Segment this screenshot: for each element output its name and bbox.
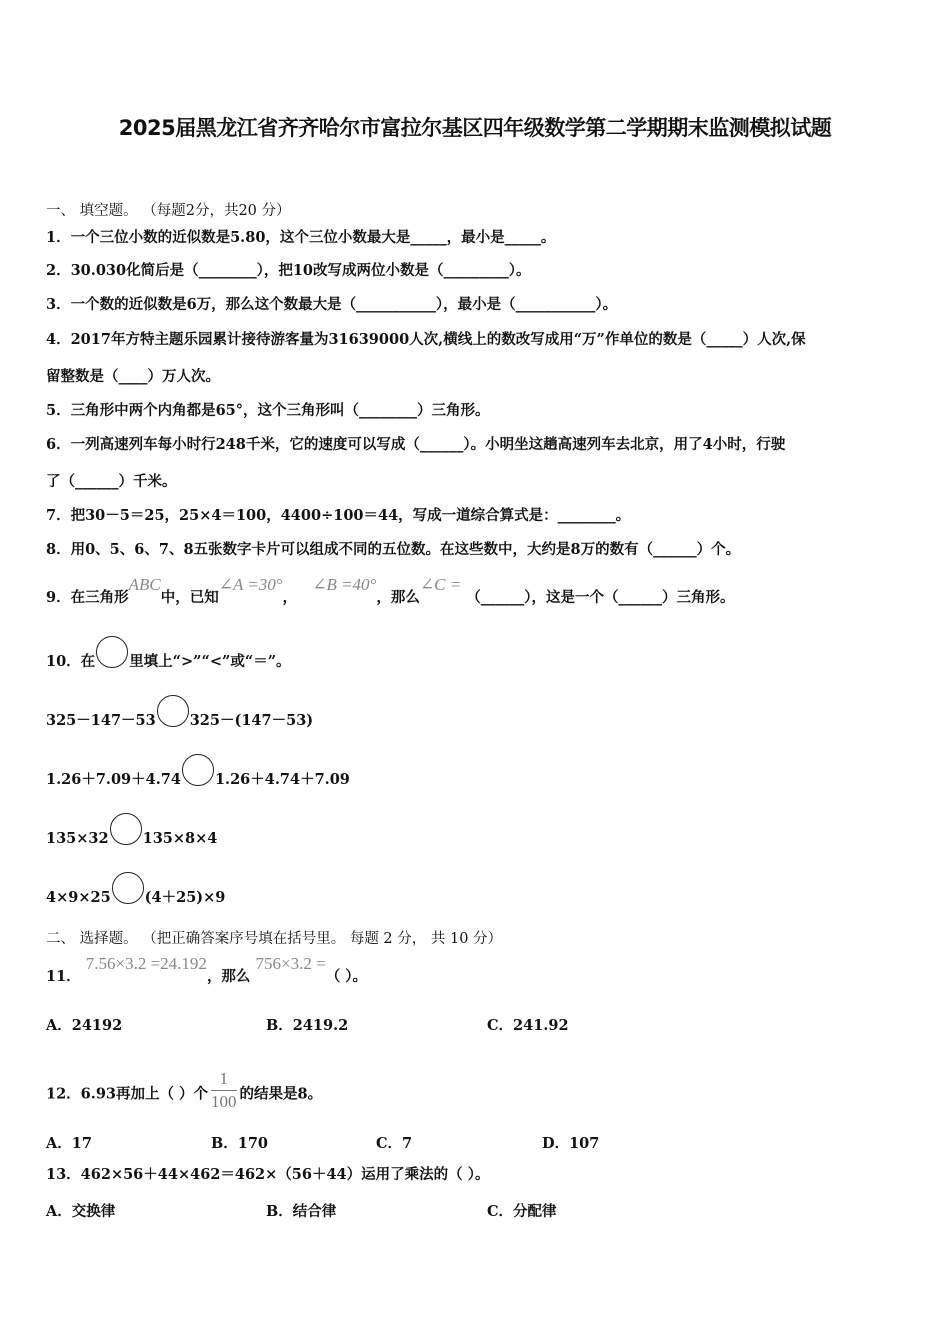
math-triangle-abc: ABC: [128, 575, 161, 594]
compare-row: [46, 705, 313, 737]
question-2: 2．30.030化简后是（________），把10改写成两位小数是（_________）。: [46, 262, 531, 279]
question-9-text: ，: [282, 589, 298, 606]
option-c[interactable]: C．7: [376, 1135, 413, 1152]
question-11-text: ，那么: [206, 968, 251, 985]
option-a[interactable]: A．17: [46, 1135, 92, 1152]
math-angle-b: ∠B =40°: [312, 575, 377, 594]
option-c[interactable]: C．分配律: [487, 1203, 557, 1220]
math-given-product: 7.56×3.2 =24.192: [85, 954, 207, 973]
question-10-text: 里填上“>”“<”或“＝”。: [129, 653, 291, 670]
compare-row: [46, 823, 217, 855]
compare-right: (4＋25)×9: [144, 889, 226, 906]
option-a[interactable]: A．24192: [46, 1017, 123, 1034]
question-9-text: （______），这是一个（______）三角形。: [466, 589, 735, 606]
compare-circle-input[interactable]: [112, 872, 144, 904]
compare-right: 1.26＋4.74＋7.09: [214, 771, 350, 788]
math-target-product: 756×3.2 =: [255, 954, 326, 973]
question-9-text: ，那么: [376, 589, 420, 606]
compare-left: 4×9×25: [46, 889, 111, 906]
compare-left: 1.26＋7.09＋4.74: [46, 771, 181, 788]
compare-circle-input[interactable]: [182, 754, 214, 786]
question-7: 7．把30－5＝25，25×4＝100，4400÷100＝44，写成一道综合算式是：________。: [46, 507, 631, 524]
fraction-numerator: 1: [211, 1068, 237, 1091]
compare-circle-input[interactable]: [157, 695, 189, 727]
option-b[interactable]: B．2419.2: [266, 1017, 349, 1034]
question-11-text: （ ）。: [325, 968, 367, 985]
question-4-line-2: 留整数是（____）万人次。: [46, 368, 220, 385]
question-4-line-1: 4．2017年方特主题乐园累计接待游客量为31639000人次,横线上的数改写成用“万”作单位的数是（_____）人次,保: [46, 331, 806, 348]
fraction-denominator: 100: [211, 1092, 237, 1111]
question-9-text: 9．在三角形: [46, 589, 129, 606]
option-b[interactable]: B．170: [211, 1135, 269, 1152]
math-angle-a: ∠A =30°: [218, 575, 283, 594]
compare-right: 325－(147－53): [189, 712, 314, 729]
question-8: 8．用0、5、6、7、8五张数字卡片可以组成不同的五位数。在这些数中，大约是8万的数有（______）个。: [46, 541, 741, 558]
section-1-heading: 一、 填空题。 （每题2分，共20 分）: [46, 203, 291, 219]
compare-left: 135×32: [46, 830, 109, 847]
compare-row: [46, 764, 350, 796]
question-5: 5．三角形中两个内角都是65°，这个三角形叫（________）三角形。: [46, 402, 490, 419]
compare-left: 325－147－53: [46, 712, 156, 729]
compare-right: 135×8×4: [142, 830, 218, 847]
fraction: [211, 1068, 237, 1113]
question-9-text: 中，已知: [160, 589, 219, 606]
option-a[interactable]: A．交换律: [46, 1203, 116, 1220]
compare-circle-input[interactable]: [110, 813, 142, 845]
question-9: [46, 575, 735, 608]
compare-circle-icon: [96, 636, 128, 668]
question-10-text: 10．在: [46, 653, 96, 670]
question-12-text: 12．6.93再加上（ ）个: [46, 1085, 209, 1103]
question-10: [46, 646, 291, 678]
option-c[interactable]: C．241.92: [487, 1017, 569, 1034]
option-d[interactable]: D．107: [542, 1135, 600, 1152]
question-11: [46, 954, 367, 987]
math-angle-c: ∠C =: [419, 575, 462, 594]
question-11-text: 11．: [46, 968, 81, 985]
page-title: 2025届黑龙江省齐齐哈尔市富拉尔基区四年级数学第二学期期末监测模拟试题: [118, 116, 832, 140]
question-6-line-1: 6．一列高速列车每小时行248千米，它的速度可以写成（______）。小明坐这趟高速列车去北京，用了4小时，行驶: [46, 436, 786, 453]
section-2-heading: 二、 选择题。 （把正确答案序号填在括号里。 每题 2 分， 共 10 分）: [46, 931, 503, 947]
question-13: 13．462×56＋44×462＝462×（56＋44）运用了乘法的（ ）。: [46, 1166, 490, 1183]
option-b[interactable]: B．结合律: [266, 1203, 337, 1220]
question-6-line-2: 了（______）千米。: [46, 473, 177, 490]
question-12-text: 的结果是8。: [239, 1085, 323, 1103]
question-3: 3．一个数的近似数是6万，那么这个数最大是（___________），最小是（___________）。: [46, 296, 618, 313]
question-12: [46, 1069, 323, 1117]
question-1: 1．一个三位小数的近似数是5.80，这个三位小数最大是_____，最小是_____。: [46, 229, 556, 246]
compare-row: [46, 882, 225, 914]
